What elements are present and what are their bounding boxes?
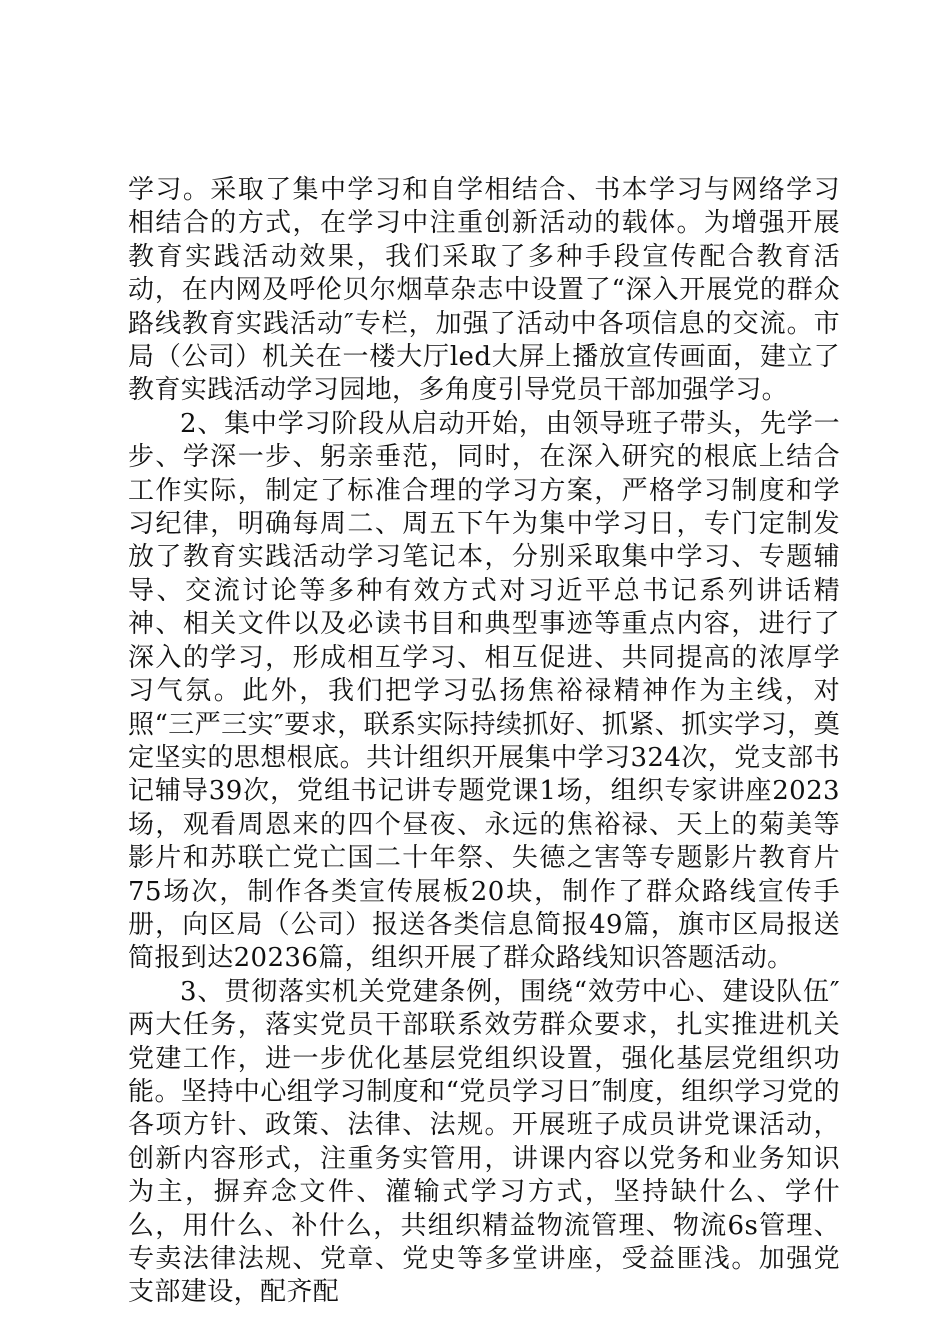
paragraph-continuation: 学习。采取了集中学习和自学相结合、书本学习与网络学习相结合的方式，在学习中注重创新活动的载体。为增强开展教育实践活动效果，我们采取了多种手段宣传配合教育活动，在内网及呼伦贝尔烟草杂志中设置了“深入开展党的群众路线教育实践活动″专栏，加强了活动中各项信息的交流。市局（公司）机关在一楼大厅led大屏上播放宣传画面，建立了教育实践活动学习园地，多角度引导党员干部加强学习。 (128, 175, 840, 406)
paragraph-3: 3、贯彻落实机关党建条例，围绕“效劳中心、建设队伍″两大任务，落实党员干部联系效劳群众要求，扎实推进机关党建工作，进一步优化基层党组织设置，强化基层党组织功能。坚持中心组学习制度和“党员学习日″制度，组织学习党的各项方针、政策、法律、法规。开展班子成员讲党课活动，创新内容形式，注重务实管用，讲课内容以党务和业务知识为主，摒弃念文件、灌输式学习方式，坚持缺什么、学什么，用什么、补什么，共组织精益物流管理、物流6s管理、专卖法律法规、党章、党史等多堂讲座，受益匪浅。加强党支部建设，配齐配 (128, 976, 840, 1308)
body-text (128, 174, 840, 1310)
paragraph-2: 2、集中学习阶段从启动开始，由领导班子带头，先学一步、学深一步、躬亲垂范，同时，在深入研究的根底上结合工作实际，制定了标准合理的学习方案，严格学习制度和学习纪律，明确每周二、周五下午为集中学习日，专门定制发放了教育实践活动学习笔记本，分别采取集中学习、专题辅导、交流讨论等多种有效方式对习近平总书记系列讲话精神、相关文件以及必读书目和典型事迹等重点内容，进行了深入的学习，形成相互学习、相互促进、共同提高的浓厚学习气氛。此外，我们把学习弘扬焦裕禄精神作为主线，对照“三严三实″要求，联系实际持续抓好、抓紧、抓实学习，奠定坚实的思想根底。共计组织开展集中学习324次，党支部书记辅导39次，党组书记讲专题党课1场，组织专家讲座2023场，观看周恩来的四个昼夜、永远的焦裕禄、天上的菊美等影片和苏联亡党亡国二十年祭、失德之害等专题影片教育片75场次，制作各类宣传展板20块，制作了群众路线宣传手册，向区局（公司）报送各类信息简报49篇，旗市区局报送简报到达20236篇，组织开展了群众路线知识答题活动。 (128, 408, 840, 974)
